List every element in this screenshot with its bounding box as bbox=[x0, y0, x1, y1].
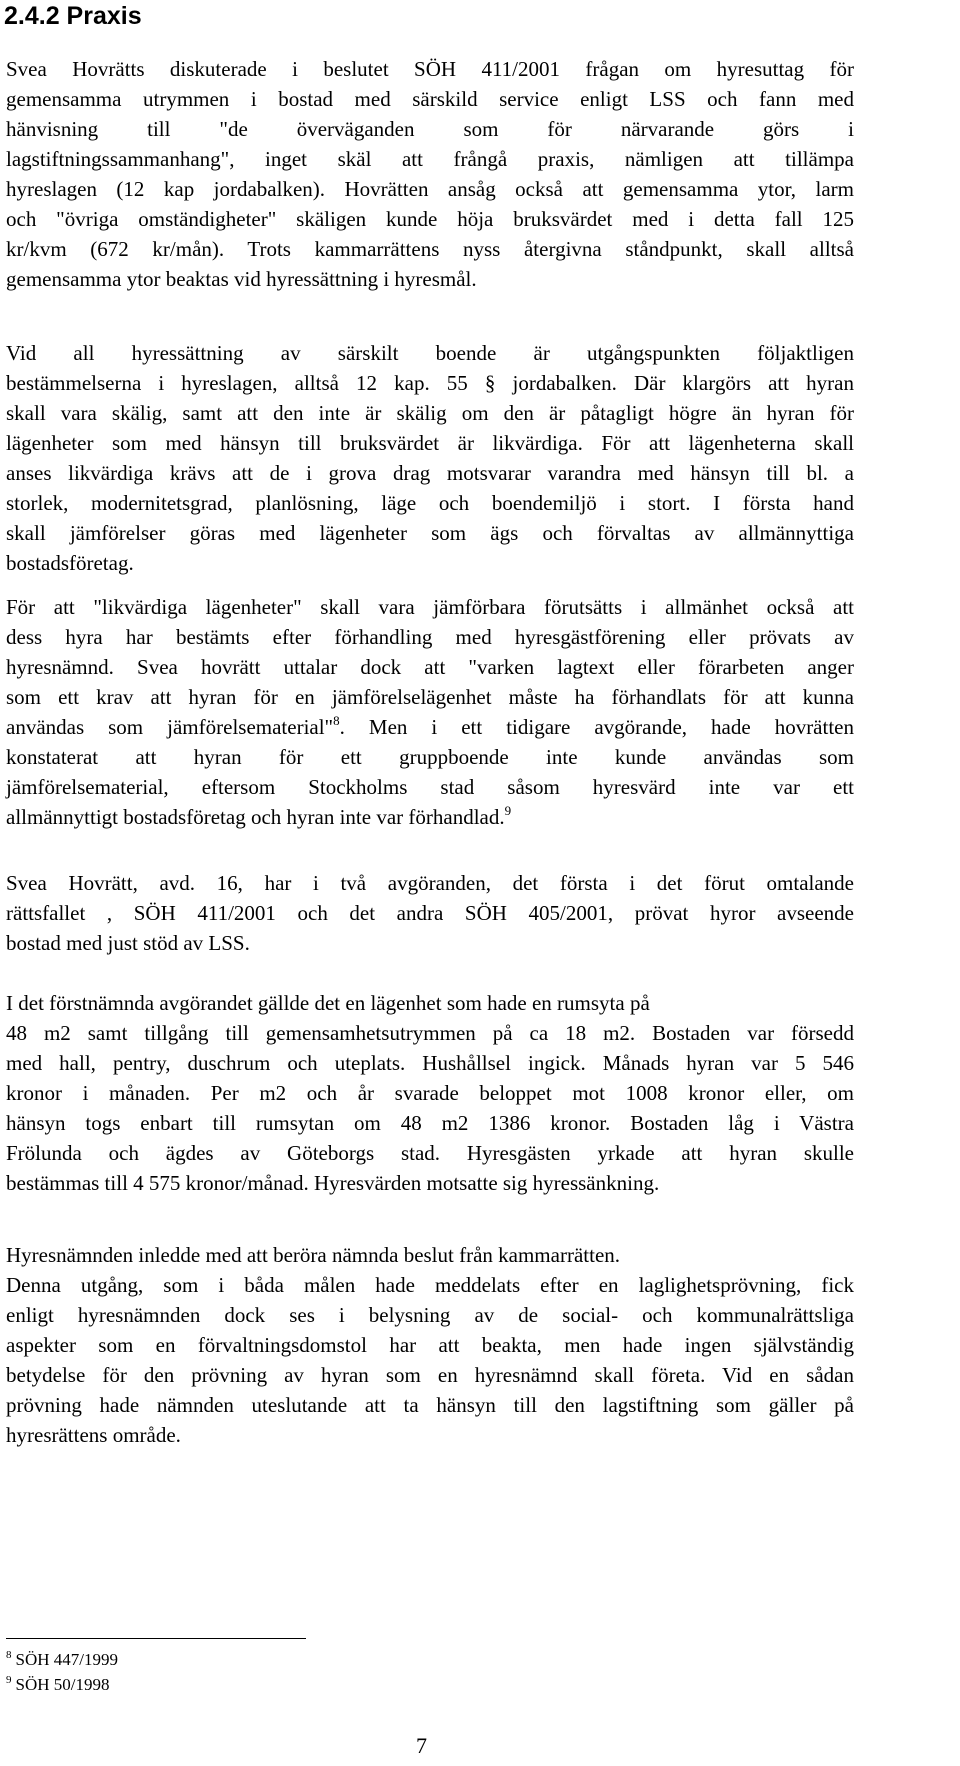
text-line: bestämmas till 4 575 kronor/månad. Hyresvärden motsatte sig hyressänkning. bbox=[6, 1171, 660, 1195]
text-segment: användas som jämförelsematerial" bbox=[6, 715, 334, 739]
footnote-text: SÖH 50/1998 bbox=[15, 1675, 110, 1694]
text-line: lagstiftningssammanhang", inget skäl att frångå praxis, nämligen att tillämpa bbox=[6, 147, 854, 171]
footnotes bbox=[6, 1647, 118, 1697]
footnote-number: 8 bbox=[6, 1649, 12, 1661]
text-line: bestämmelserna i hyreslagen, alltså 12 kap. 55 § jordabalken. Där klargörs att hyran bbox=[6, 371, 854, 395]
footnote-ref-8: 8 bbox=[333, 713, 340, 728]
footnote-number: 9 bbox=[6, 1674, 12, 1686]
text-line: jämförelsematerial, eftersom Stockholms stad såsom hyresvärd inte var ett bbox=[6, 775, 854, 799]
footnote-divider bbox=[6, 1638, 306, 1639]
footnote-9 bbox=[6, 1672, 118, 1697]
text-line-with-footnote bbox=[6, 712, 854, 742]
text-line: konstaterat att hyran för ett gruppboende inte kunde användas som bbox=[6, 745, 854, 769]
text-line: hyresrättens område. bbox=[6, 1423, 181, 1447]
text-line: hänvisning till "de överväganden som för närvarande görs i bbox=[6, 117, 854, 141]
text-line: I det förstnämnda avgörandet gällde det en lägenhet som hade en rumsyta på bbox=[6, 991, 650, 1015]
section-heading: 2.4.2 Praxis bbox=[4, 2, 142, 30]
text-line: kronor i månaden. Per m2 och år svarade beloppet mot 1008 kronor eller, om bbox=[6, 1081, 854, 1105]
text-line: med hall, pentry, duschrum och uteplats. Hushållsel ingick. Månads hyran var 5 546 bbox=[6, 1051, 854, 1075]
text-line: skall vara skälig, samt att den inte är skälig om den är påtagligt högre än hyran för bbox=[6, 401, 854, 425]
text-line: Frölunda och ägdes av Göteborgs stad. Hyresgästen yrkade att hyran skulle bbox=[6, 1141, 854, 1165]
paragraph-2 bbox=[6, 338, 854, 578]
paragraph-5 bbox=[6, 988, 854, 1198]
text-line: och "övriga omständigheter" skäligen kunde höja bruksvärdet med i detta fall 125 bbox=[6, 207, 854, 231]
text-line: betydelse för den prövning av hyran som en hyresnämnd skall företa. Vid en sådan bbox=[6, 1363, 854, 1387]
text-line: enligt hyresnämnden dock ses i belysning av de social- och kommunalrättsliga bbox=[6, 1303, 854, 1327]
text-line: som ett krav att hyran för en jämförelselägenhet måste ha förhandlats för att kunna bbox=[6, 685, 854, 709]
text-line: gemensamma utrymmen i bostad med särskild service enligt LSS och fann med bbox=[6, 87, 854, 111]
text-line: anses likvärdiga krävs att de i grova drag motsvarar varandra med hänsyn till bl. a bbox=[6, 461, 854, 485]
text-line: bostad med just stöd av LSS. bbox=[6, 931, 250, 955]
paragraph-6 bbox=[6, 1240, 854, 1450]
footnote-text: SÖH 447/1999 bbox=[15, 1650, 118, 1669]
footnote-8 bbox=[6, 1647, 118, 1672]
text-line: aspekter som en förvaltningsdomstol har att beakta, men hade ingen självständig bbox=[6, 1333, 854, 1357]
text-line: rättsfallet , SÖH 411/2001 och det andra SÖH 405/2001, prövat hyror avseende bbox=[6, 901, 854, 925]
page-number: 7 bbox=[416, 1733, 427, 1758]
paragraph-4 bbox=[6, 868, 854, 958]
text-line: gemensamma ytor beaktas vid hyressättning i hyresmål. bbox=[6, 267, 477, 291]
text-line: Svea Hovrätt, avd. 16, har i två avgöranden, det första i det förut omtalande bbox=[6, 871, 854, 895]
text-segment: allmännyttigt bostadsföretag och hyran inte var förhandlad. bbox=[6, 805, 505, 829]
text-line: För att "likvärdiga lägenheter" skall vara jämförbara förutsätts i allmänhet också att bbox=[6, 595, 854, 619]
text-line: Svea Hovrätts diskuterade i beslutet SÖH 411/2001 frågan om hyresuttag för bbox=[6, 57, 854, 81]
text-line: bostadsföretag. bbox=[6, 551, 134, 575]
text-line: hänsyn togs enbart till rumsytan om 48 m2 1386 kronor. Bostaden låg i Västra bbox=[6, 1111, 854, 1135]
paragraph-1 bbox=[6, 54, 854, 294]
text-line: hyresnämnd. Svea hovrätt uttalar dock att "varken lagtext eller förarbeten anger bbox=[6, 655, 854, 679]
text-line: dess hyra har bestämts efter förhandling med hyresgästförening eller prövats av bbox=[6, 625, 854, 649]
text-line: skall jämförelser göras med lägenheter som ägs och förvaltas av allmännyttiga bbox=[6, 521, 854, 545]
text-line: kr/kvm (672 kr/mån). Trots kammarrättens nyss återgivna ståndpunkt, skall alltså bbox=[6, 237, 854, 261]
text-line: Denna utgång, som i båda målen hade meddelats efter en laglighetsprövning, fick bbox=[6, 1273, 854, 1297]
text-segment: . Men i ett tidigare avgörande, hade hovrätten bbox=[339, 715, 854, 739]
text-line: hyreslagen (12 kap jordabalken). Hovrätten ansåg också att gemensamma ytor, larm bbox=[6, 177, 854, 201]
text-line: Vid all hyressättning av särskilt boende är utgångspunkten följaktligen bbox=[6, 341, 854, 365]
text-line-with-footnote bbox=[6, 802, 854, 832]
text-line: 48 m2 samt tillgång till gemensamhetsutrymmen på ca 18 m2. Bostaden var försedd bbox=[6, 1021, 854, 1045]
footnote-ref-9: 9 bbox=[504, 803, 512, 818]
text-line: Hyresnämnden inledde med att beröra nämnda beslut från kammarrätten. bbox=[6, 1243, 621, 1267]
text-line: storlek, modernitetsgrad, planlösning, läge och boendemiljö i stort. I första hand bbox=[6, 491, 854, 515]
text-line: lägenheter som med hänsyn till bruksvärdet är likvärdiga. För att lägenheterna skall bbox=[6, 431, 854, 455]
paragraph-3 bbox=[6, 592, 854, 832]
text-line: prövning hade nämnden uteslutande att ta hänsyn till den lagstiftning som gäller på bbox=[6, 1393, 854, 1417]
